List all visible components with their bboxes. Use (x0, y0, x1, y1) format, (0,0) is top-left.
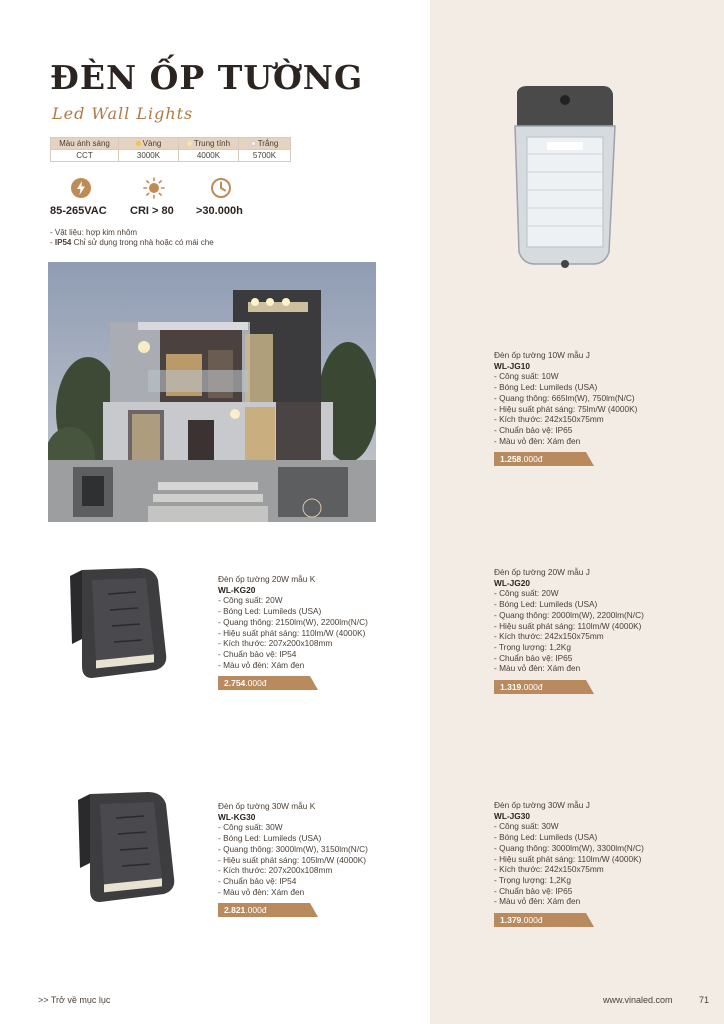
lamp-kg30-image (70, 790, 178, 908)
price-suffix: .000đ (245, 905, 267, 916)
spec-line: - Màu vỏ đèn: Xám đen (494, 663, 581, 674)
spec-line: - Quang thông: 665lm(W), 750lm(N/C) (494, 392, 635, 403)
cct-table (50, 137, 291, 162)
cct-row-neutral: 4000K (179, 150, 239, 162)
spec-line: - Hiệu suất phát sáng: 110lm/W (4000K) (218, 627, 366, 638)
lightning-icon (70, 177, 92, 199)
spec-line: - Công suất: 10W (494, 371, 559, 382)
spec-line: - Chuẩn bảo vệ: IP65 (494, 885, 573, 896)
spec-line: - Hiệu suất phát sáng: 110lm/W (4000K) (494, 620, 642, 631)
cct-row-warm: 3000K (119, 150, 179, 162)
neutral-dot-icon (187, 141, 192, 146)
spec-line: - Quang thông: 2000lm(W), 2200lm(N/C) (494, 609, 644, 620)
page-title: ĐÈN ỐP TƯỜNG (50, 58, 364, 97)
product-jg10 (494, 350, 637, 466)
back-to-contents-link[interactable]: >> Trở về mục lục (38, 995, 111, 1005)
cri-label: CRI > 80 (130, 205, 174, 217)
cct-header-label: Màu ánh sáng (51, 138, 119, 150)
spec-line: - Trọng lượng: 1,2Kg (494, 641, 571, 652)
product-code: WL-JG30 (494, 810, 530, 821)
spec-line: - Bóng Led: Lumileds (USA) (494, 599, 598, 610)
spec-line: - Công suất: 30W (494, 821, 559, 832)
price-tag (494, 680, 543, 694)
cct-table-row (51, 150, 291, 162)
price-suffix: .000đ (245, 678, 267, 689)
spec-line: - Quang thông: 3000lm(W), 3150lm(N/C) (218, 843, 368, 854)
lamp-kg20-image (62, 566, 170, 684)
product-name: Đèn ốp tường 10W mẫu J (494, 350, 590, 360)
spec-line: - Kích thước: 242x150x75mm (494, 864, 604, 875)
warm-dot-icon (136, 141, 141, 146)
price-tag (494, 913, 543, 927)
spec-line: - Chuẩn bảo vệ: IP65 (494, 424, 573, 435)
product-code: WL-KG30 (218, 811, 256, 822)
spec-line: - Chuẩn bảo vệ: IP54 (218, 648, 297, 659)
cct-header-neutral: Trung tính (193, 139, 231, 148)
spec-line: - Kích thước: 207x200x108mm (218, 638, 333, 649)
spec-line: - Hiệu suất phát sáng: 75lm/W (4000K) (494, 403, 638, 414)
note-material: - Vật liệu: hợp kim nhôm (50, 228, 138, 237)
price-value: 1.379 (500, 915, 522, 926)
product-code: WL-KG20 (218, 584, 256, 595)
spec-line: - Trọng lượng: 1,2Kg (494, 874, 571, 885)
product-name: Đèn ốp tường 30W mẫu J (494, 800, 590, 810)
cct-table-header (51, 138, 291, 150)
spec-line: - Kích thước: 242x150x75mm (494, 631, 604, 642)
product-name: Đèn ốp tường 20W mẫu J (494, 567, 590, 577)
product-code: WL-JG10 (494, 360, 530, 371)
price-tag (494, 452, 543, 466)
lifetime-label: >30.000h (196, 205, 243, 217)
spec-line: - Màu vỏ đèn: Xám đen (218, 659, 305, 670)
spec-line: - Công suất: 30W (218, 822, 283, 833)
product-name: Đèn ốp tường 20W mẫu K (218, 574, 316, 584)
spec-line: - Kích thước: 207x200x108mm (218, 865, 333, 876)
price-value: 1.319 (500, 682, 522, 693)
spec-line: - Kích thước: 242x150x75mm (494, 414, 604, 425)
spec-line: - Công suất: 20W (494, 588, 559, 599)
product-name: Đèn ốp tường 30W mẫu K (218, 801, 316, 811)
spec-line: - Quang thông: 3000lm(W), 3300lm(N/C) (494, 842, 644, 853)
spec-line: - Màu vỏ đèn: Xám đen (218, 886, 305, 897)
price-suffix: .000đ (521, 454, 543, 465)
price-value: 2.821 (224, 905, 246, 916)
product-kg30 (218, 801, 368, 917)
white-dot-icon (251, 141, 256, 146)
spec-line: - Bóng Led: Lumileds (USA) (218, 606, 322, 617)
lamp-jg10-image (505, 82, 623, 272)
product-code: WL-JG20 (494, 577, 530, 588)
product-jg20 (494, 567, 644, 694)
price-suffix: .000đ (521, 915, 543, 926)
spec-line: - Chuẩn bảo vệ: IP65 (494, 652, 573, 663)
spec-line: - Hiệu suất phát sáng: 105lm/W (4000K) (218, 854, 367, 865)
note-ip: - IP54 Chỉ sử dụng trong nhà hoặc có mái che (50, 238, 214, 247)
sun-icon (143, 177, 165, 199)
page-number: 71 (699, 995, 710, 1005)
price-value: 2.754 (224, 678, 246, 689)
page-subtitle: Led Wall Lights (52, 104, 194, 123)
product-jg30 (494, 800, 644, 927)
spec-line: - Quang thông: 2150lm(W), 2200lm(N/C) (218, 616, 368, 627)
price-suffix: .000đ (521, 682, 543, 693)
website-link[interactable]: www.vinaled.com (603, 995, 673, 1005)
cct-row-white: 5700K (239, 150, 291, 162)
house-photo (48, 262, 376, 522)
cct-header-warm: Vàng (142, 139, 162, 148)
spec-line: - Chuẩn bảo vệ: IP54 (218, 875, 297, 886)
spec-line: - Bóng Led: Lumileds (USA) (218, 833, 322, 844)
price-tag (218, 903, 267, 917)
clock-icon (210, 177, 232, 199)
spec-line: - Công suất: 20W (218, 595, 283, 606)
spec-line: - Bóng Led: Lumileds (USA) (494, 382, 598, 393)
spec-line: - Màu vỏ đèn: Xám đen (494, 896, 581, 907)
cct-row-label: CCT (51, 150, 119, 162)
cct-header-white: Trắng (257, 139, 279, 148)
price-tag (218, 676, 267, 690)
spec-line: - Hiệu suất phát sáng: 110lm/W (4000K) (494, 853, 642, 864)
product-kg20 (218, 574, 368, 690)
spec-line: - Bóng Led: Lumileds (USA) (494, 832, 598, 843)
spec-line: - Màu vỏ đèn: Xám đen (494, 435, 581, 446)
price-value: 1.258 (500, 454, 522, 465)
voltage-label: 85-265VAC (50, 205, 107, 217)
